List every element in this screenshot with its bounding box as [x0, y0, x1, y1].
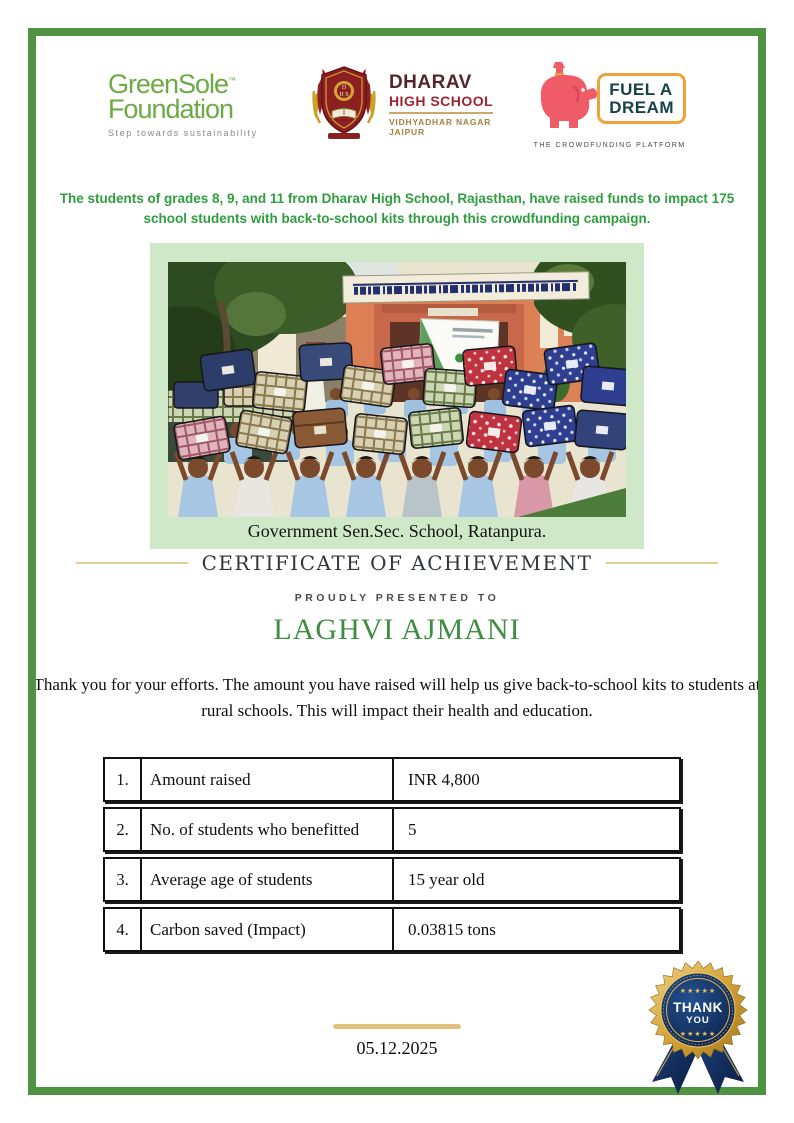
greensole-foundation-word: Foundation	[107, 94, 234, 125]
date-rule-line	[333, 1024, 461, 1029]
dharav-divider	[389, 112, 493, 114]
greensole-tagline: Step towards sustainability	[107, 127, 258, 138]
table-row	[103, 907, 681, 952]
thank-you-badge	[644, 960, 752, 1100]
row-number: 1.	[105, 759, 142, 800]
heading-left-line	[76, 562, 188, 564]
fuel-a-dream-wordmark	[597, 73, 686, 124]
row-value: 0.03815 tons	[408, 919, 496, 939]
photo-caption: Government Sen.Sec. School, Ratanpura.	[247, 521, 547, 541]
heading-right-line	[606, 562, 718, 564]
table-row	[103, 807, 681, 852]
badge-stars-top: ★★★★★	[679, 987, 717, 995]
row-number: 4.	[105, 909, 142, 950]
school-photo	[168, 262, 626, 517]
fuel-a-dream-elephant-icon	[533, 60, 601, 137]
greensole-foundation-logo	[107, 68, 268, 138]
fuel-a-text: FUEL A	[609, 80, 673, 100]
presented-label: PROUDLY PRESENTED TO	[294, 592, 500, 604]
dharav-address2: JAIPUR	[388, 127, 425, 137]
badge-you-text: YOU	[686, 1015, 710, 1026]
dharav-subname: HIGH SCHOOL	[388, 92, 494, 109]
row-number: 2.	[105, 809, 142, 850]
logo-strip	[0, 60, 794, 149]
dharav-high-school-logo	[308, 63, 493, 146]
dream-text: DREAM	[609, 97, 675, 117]
dharav-crest-icon	[308, 63, 380, 146]
greensole-name: GreenSole	[107, 68, 229, 99]
row-label: Amount raised	[142, 759, 394, 800]
certificate-heading-row	[0, 551, 794, 575]
dharav-logo-text	[389, 73, 493, 137]
photo-frame	[150, 243, 644, 549]
svg-text:D: D	[341, 85, 347, 91]
badge-stars-bottom: ★★★★★	[679, 1030, 717, 1038]
row-label: Average age of students	[142, 859, 394, 900]
row-label: Carbon saved (Impact)	[142, 909, 394, 950]
campaign-intro-text: The students of grades 8, 9, and 11 from Dharav High School, Rajasthan, have raised funds to impact 175 school students with back-to-school kits through this crowdfunding campaign.	[59, 190, 735, 226]
row-value: 15 year old	[408, 869, 485, 889]
svg-text:H S: H S	[339, 92, 349, 98]
certificate-date: 05.12.2025	[356, 1038, 438, 1058]
fuel-a-dream-tagline: THE CROWDFUNDING PLATFORM	[533, 142, 686, 149]
impact-stats-table	[103, 757, 681, 957]
dharav-name: DHARAV	[388, 71, 472, 93]
recipient-name: LAGHVI AJMANI	[273, 613, 521, 646]
thank-you-message: Thank you for your efforts. The amount you have raised will help us give back-to-school kits to students at rural schools. This will impact their health and education.	[33, 675, 761, 721]
badge-thank-text: THANK	[673, 1000, 723, 1015]
row-value: 5	[408, 819, 417, 839]
table-row	[103, 757, 681, 802]
row-value: INR 4,800	[408, 769, 480, 789]
trademark-symbol: ™	[228, 75, 236, 85]
certificate-title: CERTIFICATE OF ACHIEVEMENT	[201, 551, 593, 575]
dharav-address1: VIDHYADHAR NAGAR	[388, 116, 492, 127]
fuel-a-dream-logo	[533, 60, 686, 149]
row-label: No. of students who benefitted	[142, 809, 394, 850]
table-row	[103, 857, 681, 902]
row-number: 3.	[105, 859, 142, 900]
